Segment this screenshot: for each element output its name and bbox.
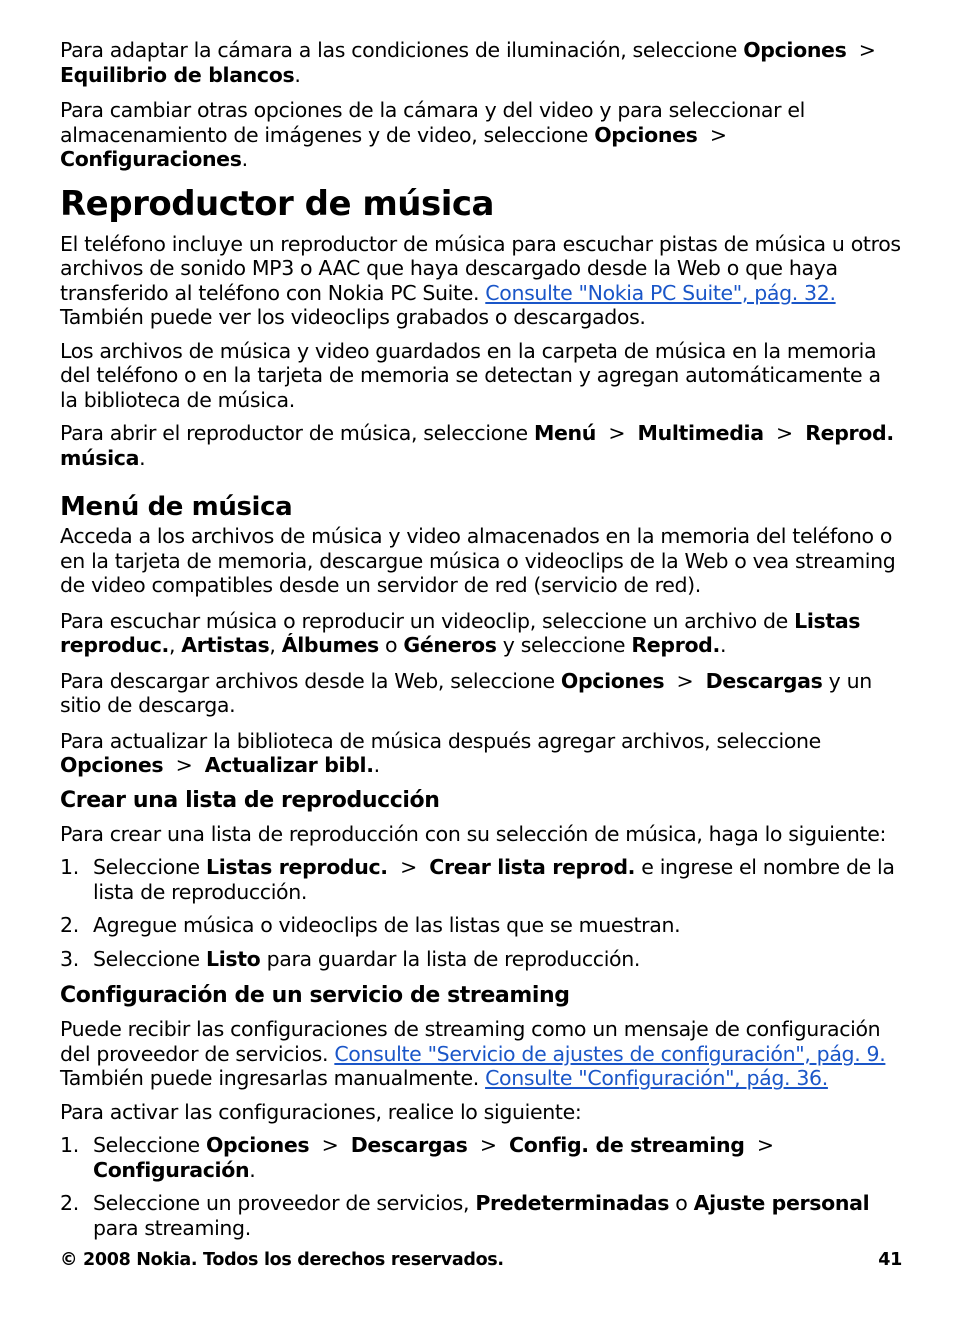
open-player-paragraph — [60, 421, 902, 470]
step-number: 2. — [60, 913, 79, 937]
menu-option: Opciones — [60, 753, 164, 777]
menu-option: Configuraciones — [60, 147, 242, 171]
text: También puede ver los videoclips grabados o descargados. — [60, 305, 646, 329]
text: Para cambiar otras opciones de la cámara y del video y para seleccionar el almacenamiento de imágenes y de video, seleccione — [60, 98, 812, 147]
menu-option: Descargas — [705, 668, 823, 693]
text: y seleccione — [496, 633, 632, 657]
text: , — [269, 633, 282, 657]
text: para guardar la lista de reproducción. — [260, 946, 641, 971]
menu-option: Crear lista reprod. — [429, 855, 636, 879]
menu-option: Configuración — [93, 1157, 250, 1182]
create-playlist-steps — [60, 855, 902, 971]
text: . — [139, 445, 146, 470]
separator: > — [467, 1133, 510, 1157]
text: . — [294, 62, 301, 87]
text: . — [719, 633, 727, 657]
text: Seleccione un proveedor de servicios, — [93, 1191, 476, 1215]
separator: > — [664, 668, 706, 693]
menu-option: Reprod. — [631, 633, 720, 657]
menu-option: Menú — [533, 421, 597, 445]
text: Seleccione — [93, 855, 206, 879]
update-library-paragraph — [60, 729, 902, 778]
separator: > — [596, 421, 638, 445]
copyright: © 2008 Nokia. Todos los derechos reservados. — [60, 1250, 504, 1270]
configuration-link[interactable]: Consulte "Configuración", pág. 36. — [485, 1066, 828, 1090]
menu-option: Opciones — [743, 38, 847, 62]
menu-option: Descargas — [350, 1133, 468, 1157]
separator: > — [846, 38, 888, 62]
text: Para adaptar la cámara a las condiciones de iluminación, seleccione — [60, 38, 744, 62]
menu-option: Reprod. música — [60, 421, 901, 470]
list-item — [60, 855, 902, 904]
text: . — [249, 1157, 256, 1182]
create-playlist-intro: Para crear una lista de reproducción con su selección de música, haga lo siguiente: — [60, 821, 887, 846]
text: , — [168, 633, 182, 657]
menu-option: Ajuste personal — [693, 1191, 870, 1215]
text: Para actualizar la biblioteca de música después agregar archivos, seleccione — [60, 728, 828, 753]
menu-option: Opciones — [205, 1133, 310, 1157]
music-library-paragraph: Los archivos de música y video guardados en la carpeta de música en la memoria del teléfono o en la tarjeta de memoria se detectan y agregan automáticamente a la biblioteca de música. — [60, 338, 881, 412]
menu-option: Artistas — [181, 633, 270, 657]
create-playlist-title: Crear una lista de reproducción — [60, 787, 440, 813]
music-menu-title: Menú de música — [60, 492, 293, 522]
text: o — [378, 633, 404, 657]
menu-option: Equilibrio de blancos — [60, 62, 295, 87]
play-music-paragraph — [60, 609, 902, 658]
page-number: 41 — [878, 1250, 902, 1270]
step-number: 1. — [60, 1133, 79, 1157]
menu-option: Opciones — [560, 668, 665, 693]
list-item — [60, 1133, 902, 1182]
music-player-intro — [60, 232, 902, 330]
text: Seleccione — [93, 946, 206, 971]
streaming-steps — [60, 1133, 902, 1240]
step-number: 3. — [60, 946, 79, 971]
download-paragraph — [60, 669, 902, 718]
separator: > — [309, 1133, 351, 1157]
separator: > — [744, 1133, 787, 1157]
page-footer — [60, 1250, 902, 1270]
menu-option: Actualizar bibl. — [204, 753, 374, 777]
menu-option: Listas reproduc. — [60, 608, 861, 657]
separator: > — [763, 421, 806, 445]
section-title: Reproductor de música — [60, 183, 494, 224]
text: e ingrese el nombre de la lista de reproducción. — [93, 855, 901, 904]
menu-option: Config. de streaming — [509, 1133, 745, 1157]
config-service-link[interactable]: Consulte "Servicio de ajustes de configuración", pág. 9. — [334, 1041, 886, 1066]
text: También puede ingresarlas manualmente. — [60, 1066, 486, 1090]
step-number: 2. — [60, 1191, 79, 1215]
intro-paragraph-settings — [60, 98, 902, 172]
text: . — [241, 147, 248, 171]
menu-option: Listas reproduc. — [205, 855, 388, 879]
activate-settings-paragraph: Para activar las configuraciones, realice lo siguiente: — [60, 1099, 582, 1124]
list-item — [60, 1191, 902, 1240]
text: Para abrir el reproductor de música, seleccione — [60, 421, 534, 445]
text: El teléfono incluye un reproductor de música para escuchar pistas de música u otros archivos de sonido MP3 o AAC que haya descargado desde la Web o que haya transferido al teléfono con Nokia PC Suite. — [60, 231, 901, 305]
music-menu-intro: Acceda a los archivos de música y video almacenados en la memoria del teléfono o en la tarjeta de memoria, descargue música o videoclips de la Web o vea streaming de video compatibles desde un servidor de red (servicio de red). — [60, 524, 896, 597]
intro-paragraph-white-balance — [60, 38, 902, 87]
separator: > — [387, 855, 430, 879]
menu-option: Álbumes — [281, 633, 379, 657]
separator: > — [697, 122, 739, 147]
text: y un sitio de descarga. — [60, 668, 879, 717]
separator: > — [163, 753, 205, 777]
menu-option: Predeterminadas — [475, 1191, 670, 1215]
text: Para descargar archivos desde la Web, seleccione — [60, 668, 561, 693]
text: . — [373, 753, 380, 777]
text: Agregue música o videoclips de las listas que se muestran. — [93, 913, 681, 937]
pc-suite-link[interactable]: Consulte "Nokia PC Suite", pág. 32. — [485, 280, 836, 305]
step-number: 1. — [60, 855, 79, 879]
text: para streaming. — [93, 1215, 251, 1240]
menu-option: Opciones — [594, 122, 698, 147]
streaming-title: Configuración de un servicio de streaming — [60, 983, 570, 1008]
menu-option: Multimedia — [637, 421, 764, 445]
text: Seleccione — [93, 1133, 206, 1157]
streaming-intro — [60, 1017, 902, 1091]
list-item — [60, 913, 902, 938]
text: o — [669, 1191, 694, 1215]
menu-option: Géneros — [403, 633, 497, 657]
menu-option: Listo — [205, 946, 261, 971]
text: Para escuchar música o reproducir un videoclip, seleccione un archivo de — [60, 608, 795, 633]
list-item — [60, 947, 902, 972]
text: Puede recibir las configuraciones de streaming como un mensaje de configuración del proveedor de servicios. — [60, 1017, 881, 1066]
